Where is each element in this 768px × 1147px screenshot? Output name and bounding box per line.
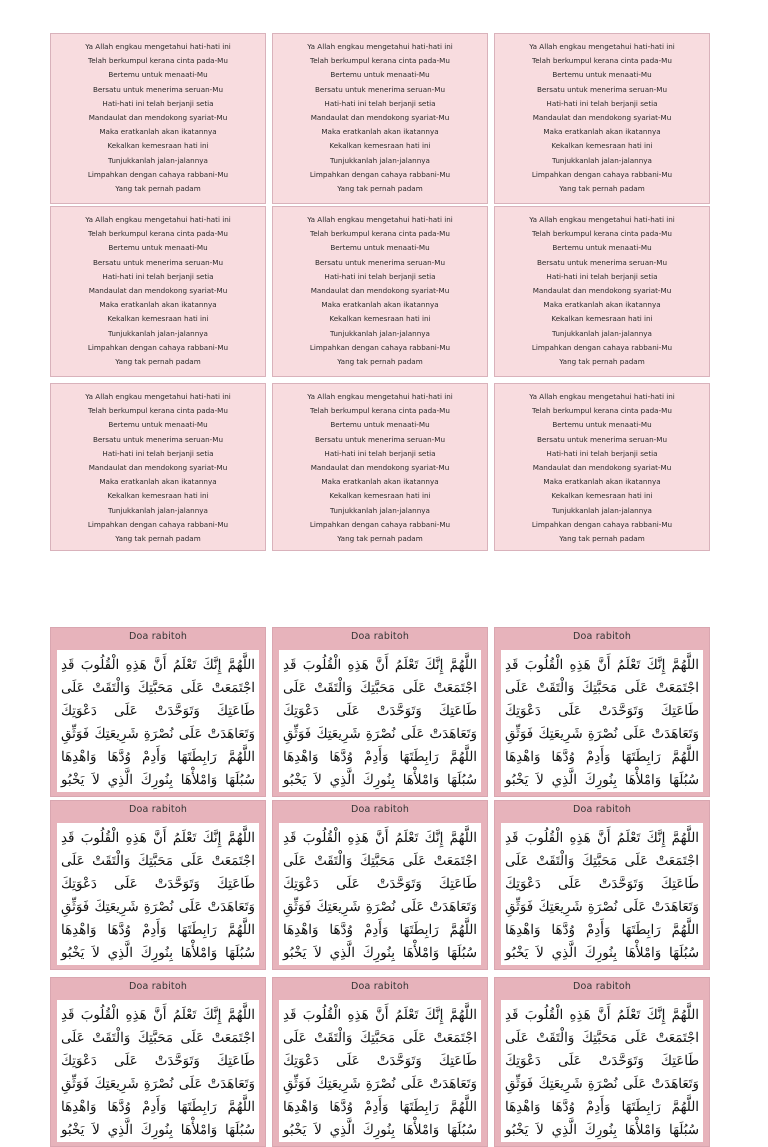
poem-line: Limpahkan dengan cahaya rabbani-Mu (309, 169, 451, 179)
poem-line: Bertemu untuk menaati-Mu (108, 243, 208, 253)
doa-arabic-text: اللَّهُمَّ إِنَّكَ تَعْلَمُ أَنَّ هَذِهِ الْقُلُوبَ قَدِ اجْتَمَعَتْ عَلَى مَحَبَّتِكَ وَالْتَقَتْ عَلَى طَاعَتِكَ وَتَوَحَّدَتْ عَلَى دَعْوَتِكَ وَتَعَاهَدَتْ عَلَى نُصْرَةِ شَرِيعَتِكَ فَوَثِّقِ اللَّهُمَّ رَابِطَتَهَا وَأَدِمْ وُدَّهَا وَاهْدِهَا سُبُلَهَا وَامْلأْهَا بِنُورِكَ الَّذِي لاَ يَخْبُو (279, 650, 481, 792)
doa-title: Doa rabitoh (128, 631, 188, 642)
poem-line: Telah berkumpul kerana cinta pada-Mu (532, 229, 672, 239)
poem-line: Yang tak pernah padam (337, 184, 423, 194)
doa-card (50, 977, 266, 1147)
poem-line: Telah berkumpul kerana cinta pada-Mu (310, 56, 450, 66)
poem-line: Hati-hati ini telah berjanji setia (324, 98, 436, 108)
poem-line: Telah berkumpul kerana cinta pada-Mu (532, 56, 672, 66)
poem-line: Yang tak pernah padam (559, 357, 645, 367)
poem-line: Telah berkumpul kerana cinta pada-Mu (532, 406, 672, 416)
poem-line: Bertemu untuk menaati-Mu (330, 420, 430, 430)
poem-line: Maka eratkanlah akan ikatannya (321, 127, 439, 137)
poem-line: Tunjukkanlah jalan-jalannya (108, 328, 208, 338)
poem-line: Maka eratkanlah akan ikatannya (321, 300, 439, 310)
poem-card (50, 206, 266, 377)
poem-line: Bersatu untuk menerima seruan-Mu (536, 434, 668, 444)
poem-card (50, 383, 266, 551)
poem-line: Tunjukkanlah jalan-jalannya (108, 155, 208, 165)
poem-card (494, 33, 710, 204)
poem-line: Limpahkan dengan cahaya rabbani-Mu (531, 169, 673, 179)
poem-line: Maka eratkanlah akan ikatannya (321, 477, 439, 487)
poem-line: Yang tak pernah padam (337, 357, 423, 367)
poem-line: Telah berkumpul kerana cinta pada-Mu (310, 229, 450, 239)
poem-line: Bersatu untuk menerima seruan-Mu (314, 257, 446, 267)
poem-line: Yang tak pernah padam (559, 534, 645, 544)
poem-line: Yang tak pernah padam (337, 534, 423, 544)
poem-line: Tunjukkanlah jalan-jalannya (108, 505, 208, 515)
poem-line: Mandaulat dan mendokong syariat-Mu (310, 113, 450, 123)
poem-line: Hati-hati ini telah berjanji setia (102, 448, 214, 458)
poem-line: Tunjukkanlah jalan-jalannya (552, 505, 652, 515)
poem-line: Kekalkan kemesraan hati ini (329, 491, 431, 501)
poem-line: Ya Allah engkau mengetahui hati-hati ini (307, 215, 453, 224)
doa-arabic-text: اللَّهُمَّ إِنَّكَ تَعْلَمُ أَنَّ هَذِهِ الْقُلُوبَ قَدِ اجْتَمَعَتْ عَلَى مَحَبَّتِكَ وَالْتَقَتْ عَلَى طَاعَتِكَ وَتَوَحَّدَتْ عَلَى دَعْوَتِكَ وَتَعَاهَدَتْ عَلَى نُصْرَةِ شَرِيعَتِكَ فَوَثِّقِ اللَّهُمَّ رَابِطَتَهَا وَأَدِمْ وُدَّهَا وَاهْدِهَا سُبُلَهَا وَامْلأْهَا بِنُورِكَ الَّذِي لاَ يَخْبُو (279, 823, 481, 965)
poem-line: Bertemu untuk menaati-Mu (330, 70, 430, 80)
doa-title: Doa rabitoh (128, 804, 188, 815)
poem-line: Mandaulat dan mendokong syariat-Mu (88, 113, 228, 123)
poem-line: Maka eratkanlah akan ikatannya (543, 477, 661, 487)
poem-line: Hati-hati ini telah berjanji setia (102, 271, 214, 281)
poem-line: Ya Allah engkau mengetahui hati-hati ini (85, 42, 231, 51)
doa-title: Doa rabitoh (350, 804, 410, 815)
poem-line: Bersatu untuk menerima seruan-Mu (92, 84, 224, 94)
poem-line: Mandaulat dan mendokong syariat-Mu (532, 463, 672, 473)
poem-line: Mandaulat dan mendokong syariat-Mu (310, 286, 450, 296)
doa-title: Doa rabitoh (572, 631, 632, 642)
poem-line: Yang tak pernah padam (115, 357, 201, 367)
poem-line: Hati-hati ini telah berjanji setia (102, 98, 214, 108)
poem-line: Tunjukkanlah jalan-jalannya (552, 328, 652, 338)
poem-card (272, 206, 488, 377)
poem-line: Tunjukkanlah jalan-jalannya (552, 155, 652, 165)
poem-line: Limpahkan dengan cahaya rabbani-Mu (87, 169, 229, 179)
doa-card (272, 800, 488, 970)
doa-card (494, 800, 710, 970)
poem-line: Limpahkan dengan cahaya rabbani-Mu (309, 342, 451, 352)
doa-arabic-text: اللَّهُمَّ إِنَّكَ تَعْلَمُ أَنَّ هَذِهِ الْقُلُوبَ قَدِ اجْتَمَعَتْ عَلَى مَحَبَّتِكَ وَالْتَقَتْ عَلَى طَاعَتِكَ وَتَوَحَّدَتْ عَلَى دَعْوَتِكَ وَتَعَاهَدَتْ عَلَى نُصْرَةِ شَرِيعَتِكَ فَوَثِّقِ اللَّهُمَّ رَابِطَتَهَا وَأَدِمْ وُدَّهَا وَاهْدِهَا سُبُلَهَا وَامْلأْهَا بِنُورِكَ الَّذِي لاَ يَخْبُو (57, 650, 259, 792)
poem-line: Ya Allah engkau mengetahui hati-hati ini (529, 42, 675, 51)
poem-line: Yang tak pernah padam (115, 534, 201, 544)
poem-line: Bersatu untuk menerima seruan-Mu (314, 434, 446, 444)
doa-title: Doa rabitoh (350, 981, 410, 992)
poem-line: Limpahkan dengan cahaya rabbani-Mu (309, 519, 451, 529)
poem-card (272, 383, 488, 551)
poem-line: Kekalkan kemesraan hati ini (551, 141, 653, 151)
poem-line: Bertemu untuk menaati-Mu (108, 420, 208, 430)
poem-line: Ya Allah engkau mengetahui hati-hati ini (307, 392, 453, 401)
doa-title: Doa rabitoh (350, 631, 410, 642)
poem-line: Kekalkan kemesraan hati ini (107, 491, 209, 501)
doa-card (50, 800, 266, 970)
poem-line: Limpahkan dengan cahaya rabbani-Mu (531, 519, 673, 529)
doa-card (272, 977, 488, 1147)
poem-line: Telah berkumpul kerana cinta pada-Mu (88, 406, 228, 416)
poem-line: Mandaulat dan mendokong syariat-Mu (88, 463, 228, 473)
poem-line: Bertemu untuk menaati-Mu (552, 243, 652, 253)
poem-card (494, 383, 710, 551)
doa-title: Doa rabitoh (128, 981, 188, 992)
poem-card (50, 33, 266, 204)
poem-line: Kekalkan kemesraan hati ini (107, 141, 209, 151)
poem-line: Kekalkan kemesraan hati ini (329, 314, 431, 324)
doa-arabic-text: اللَّهُمَّ إِنَّكَ تَعْلَمُ أَنَّ هَذِهِ الْقُلُوبَ قَدِ اجْتَمَعَتْ عَلَى مَحَبَّتِكَ وَالْتَقَتْ عَلَى طَاعَتِكَ وَتَوَحَّدَتْ عَلَى دَعْوَتِكَ وَتَعَاهَدَتْ عَلَى نُصْرَةِ شَرِيعَتِكَ فَوَثِّقِ اللَّهُمَّ رَابِطَتَهَا وَأَدِمْ وُدَّهَا وَاهْدِهَا سُبُلَهَا وَامْلأْهَا بِنُورِكَ الَّذِي لاَ يَخْبُو (279, 1000, 481, 1142)
poem-line: Ya Allah engkau mengetahui hati-hati ini (85, 215, 231, 224)
poem-line: Bersatu untuk menerima seruan-Mu (536, 257, 668, 267)
poem-line: Kekalkan kemesraan hati ini (551, 314, 653, 324)
poem-line: Maka eratkanlah akan ikatannya (99, 477, 217, 487)
poem-line: Bertemu untuk menaati-Mu (552, 70, 652, 80)
poem-line: Bersatu untuk menerima seruan-Mu (314, 84, 446, 94)
doa-card (494, 627, 710, 797)
poem-line: Bersatu untuk menerima seruan-Mu (92, 434, 224, 444)
poem-line: Kekalkan kemesraan hati ini (107, 314, 209, 324)
doa-arabic-text: اللَّهُمَّ إِنَّكَ تَعْلَمُ أَنَّ هَذِهِ الْقُلُوبَ قَدِ اجْتَمَعَتْ عَلَى مَحَبَّتِكَ وَالْتَقَتْ عَلَى طَاعَتِكَ وَتَوَحَّدَتْ عَلَى دَعْوَتِكَ وَتَعَاهَدَتْ عَلَى نُصْرَةِ شَرِيعَتِكَ فَوَثِّقِ اللَّهُمَّ رَابِطَتَهَا وَأَدِمْ وُدَّهَا وَاهْدِهَا سُبُلَهَا وَامْلأْهَا بِنُورِكَ الَّذِي لاَ يَخْبُو (501, 823, 703, 965)
poem-line: Yang tak pernah padam (559, 184, 645, 194)
poem-line: Telah berkumpul kerana cinta pada-Mu (88, 229, 228, 239)
poem-line: Mandaulat dan mendokong syariat-Mu (532, 113, 672, 123)
poem-card (494, 206, 710, 377)
poem-line: Hati-hati ini telah berjanji setia (546, 448, 658, 458)
poem-line: Hati-hati ini telah berjanji setia (324, 271, 436, 281)
doa-card (272, 627, 488, 797)
poem-line: Limpahkan dengan cahaya rabbani-Mu (87, 342, 229, 352)
poem-line: Ya Allah engkau mengetahui hati-hati ini (307, 42, 453, 51)
poem-line: Maka eratkanlah akan ikatannya (543, 300, 661, 310)
doa-card (494, 977, 710, 1147)
doa-card (50, 627, 266, 797)
poem-line: Ya Allah engkau mengetahui hati-hati ini (85, 392, 231, 401)
poem-line: Maka eratkanlah akan ikatannya (99, 127, 217, 137)
poem-line: Hati-hati ini telah berjanji setia (546, 98, 658, 108)
doa-title: Doa rabitoh (572, 981, 632, 992)
poem-line: Maka eratkanlah akan ikatannya (99, 300, 217, 310)
poem-line: Telah berkumpul kerana cinta pada-Mu (88, 56, 228, 66)
poem-line: Tunjukkanlah jalan-jalannya (330, 328, 430, 338)
poem-line: Tunjukkanlah jalan-jalannya (330, 155, 430, 165)
poem-line: Kekalkan kemesraan hati ini (329, 141, 431, 151)
poem-line: Ya Allah engkau mengetahui hati-hati ini (529, 215, 675, 224)
poem-line: Telah berkumpul kerana cinta pada-Mu (310, 406, 450, 416)
poem-line: Bertemu untuk menaati-Mu (552, 420, 652, 430)
poem-line: Bertemu untuk menaati-Mu (330, 243, 430, 253)
poem-line: Bersatu untuk menerima seruan-Mu (536, 84, 668, 94)
poem-line: Limpahkan dengan cahaya rabbani-Mu (87, 519, 229, 529)
poem-line: Ya Allah engkau mengetahui hati-hati ini (529, 392, 675, 401)
poem-line: Bertemu untuk menaati-Mu (108, 70, 208, 80)
doa-arabic-text: اللَّهُمَّ إِنَّكَ تَعْلَمُ أَنَّ هَذِهِ الْقُلُوبَ قَدِ اجْتَمَعَتْ عَلَى مَحَبَّتِكَ وَالْتَقَتْ عَلَى طَاعَتِكَ وَتَوَحَّدَتْ عَلَى دَعْوَتِكَ وَتَعَاهَدَتْ عَلَى نُصْرَةِ شَرِيعَتِكَ فَوَثِّقِ اللَّهُمَّ رَابِطَتَهَا وَأَدِمْ وُدَّهَا وَاهْدِهَا سُبُلَهَا وَامْلأْهَا بِنُورِكَ الَّذِي لاَ يَخْبُو (501, 650, 703, 792)
poem-line: Tunjukkanlah jalan-jalannya (330, 505, 430, 515)
doa-title: Doa rabitoh (572, 804, 632, 815)
poem-line: Mandaulat dan mendokong syariat-Mu (310, 463, 450, 473)
poem-line: Mandaulat dan mendokong syariat-Mu (532, 286, 672, 296)
poem-line: Bersatu untuk menerima seruan-Mu (92, 257, 224, 267)
poem-line: Yang tak pernah padam (115, 184, 201, 194)
doa-arabic-text: اللَّهُمَّ إِنَّكَ تَعْلَمُ أَنَّ هَذِهِ الْقُلُوبَ قَدِ اجْتَمَعَتْ عَلَى مَحَبَّتِكَ وَالْتَقَتْ عَلَى طَاعَتِكَ وَتَوَحَّدَتْ عَلَى دَعْوَتِكَ وَتَعَاهَدَتْ عَلَى نُصْرَةِ شَرِيعَتِكَ فَوَثِّقِ اللَّهُمَّ رَابِطَتَهَا وَأَدِمْ وُدَّهَا وَاهْدِهَا سُبُلَهَا وَامْلأْهَا بِنُورِكَ الَّذِي لاَ يَخْبُو (501, 1000, 703, 1142)
poem-line: Limpahkan dengan cahaya rabbani-Mu (531, 342, 673, 352)
poem-line: Hati-hati ini telah berjanji setia (546, 271, 658, 281)
poem-line: Hati-hati ini telah berjanji setia (324, 448, 436, 458)
poem-line: Maka eratkanlah akan ikatannya (543, 127, 661, 137)
doa-arabic-text: اللَّهُمَّ إِنَّكَ تَعْلَمُ أَنَّ هَذِهِ الْقُلُوبَ قَدِ اجْتَمَعَتْ عَلَى مَحَبَّتِكَ وَالْتَقَتْ عَلَى طَاعَتِكَ وَتَوَحَّدَتْ عَلَى دَعْوَتِكَ وَتَعَاهَدَتْ عَلَى نُصْرَةِ شَرِيعَتِكَ فَوَثِّقِ اللَّهُمَّ رَابِطَتَهَا وَأَدِمْ وُدَّهَا وَاهْدِهَا سُبُلَهَا وَامْلأْهَا بِنُورِكَ الَّذِي لاَ يَخْبُو (57, 823, 259, 965)
doa-arabic-text: اللَّهُمَّ إِنَّكَ تَعْلَمُ أَنَّ هَذِهِ الْقُلُوبَ قَدِ اجْتَمَعَتْ عَلَى مَحَبَّتِكَ وَالْتَقَتْ عَلَى طَاعَتِكَ وَتَوَحَّدَتْ عَلَى دَعْوَتِكَ وَتَعَاهَدَتْ عَلَى نُصْرَةِ شَرِيعَتِكَ فَوَثِّقِ اللَّهُمَّ رَابِطَتَهَا وَأَدِمْ وُدَّهَا وَاهْدِهَا سُبُلَهَا وَامْلأْهَا بِنُورِكَ الَّذِي لاَ يَخْبُو (57, 1000, 259, 1142)
poem-line: Kekalkan kemesraan hati ini (551, 491, 653, 501)
poem-line: Mandaulat dan mendokong syariat-Mu (88, 286, 228, 296)
poem-card (272, 33, 488, 204)
